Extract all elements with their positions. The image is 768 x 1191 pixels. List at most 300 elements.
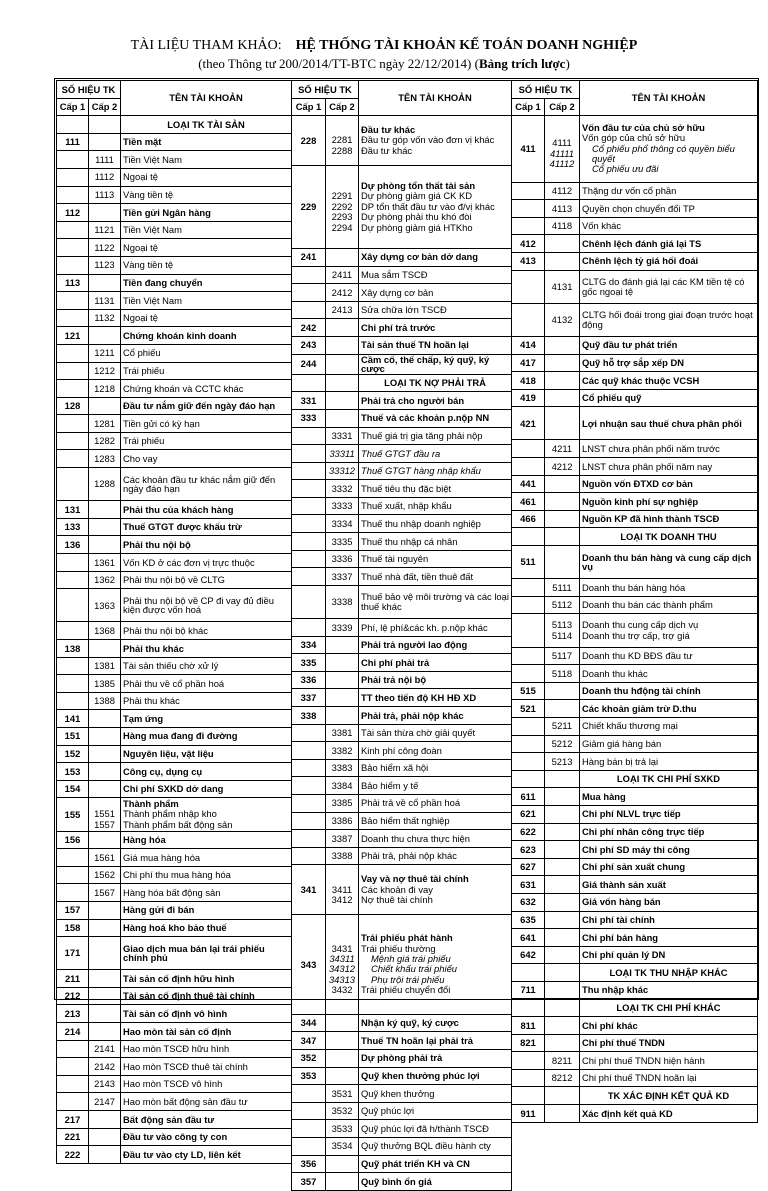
account-name: Phải trả người lao động (359, 636, 512, 654)
account-code-level-2: 3387 (326, 830, 359, 848)
account-code-level-1 (57, 866, 89, 884)
account-code-level-1 (512, 579, 545, 597)
account-code-level-2: 1218 (89, 380, 121, 398)
account-row (57, 745, 292, 763)
account-code-level-2: 5117 (545, 647, 580, 665)
account-code-level-2: 3333 (326, 497, 359, 515)
account-name: Trái phiếu (121, 362, 292, 380)
account-row (57, 831, 292, 849)
account-code-level-2: 1288 (89, 468, 121, 501)
account-row (57, 450, 292, 468)
account-name: Cổ phiếu quỹ (580, 389, 758, 407)
account-code-level-2: 3388 (326, 847, 359, 865)
account-name: Đầu tư vào cty LD, liên kết (121, 1146, 292, 1164)
account-name: Thuế TN hoãn lại phải trả (359, 1032, 512, 1050)
account-row (57, 468, 292, 501)
account-code-level-2 (545, 1017, 580, 1035)
account-row (512, 303, 758, 336)
account-name: Phải trả nội bộ (359, 671, 512, 689)
account-name: Nguồn KP đã hình thành TSCĐ (580, 510, 758, 528)
account-row (292, 671, 512, 689)
header-ten-tai-khoan: TÊN TÀI KHOẢN (359, 81, 512, 116)
account-name: Vay và nợ thuê tài chính Các khoản đi vay Nợ thuê tài chính (359, 865, 512, 915)
account-code-level-2 (326, 319, 359, 337)
account-row (512, 389, 758, 407)
account-code-level-1 (512, 1052, 545, 1070)
account-name: Cổ phiếu (121, 344, 292, 362)
account-name: Chứng khoán kinh doanh (121, 327, 292, 345)
account-row (292, 654, 512, 672)
account-code-level-1 (512, 182, 545, 200)
account-row (292, 266, 512, 284)
account-code-level-1: 138 (57, 640, 89, 658)
account-row (57, 589, 292, 622)
account-column-3 (511, 80, 758, 1123)
account-code-level-1: 156 (57, 831, 89, 849)
account-code-level-1 (512, 735, 545, 753)
account-name: CLTG do đánh giá lại các KM tiền tệ có gốc ngoại tệ (580, 270, 758, 303)
header-ten-tai-khoan: TÊN TÀI KHOẢN (580, 81, 758, 116)
account-code-level-2 (89, 919, 121, 937)
account-name: Xây dựng cơ bản dở dang (359, 248, 512, 266)
account-name: Cho vay (121, 450, 292, 468)
account-row (292, 636, 512, 654)
account-row (512, 1105, 758, 1123)
account-code-level-1: 242 (292, 319, 326, 337)
account-code-level-1: 347 (292, 1032, 326, 1050)
account-code-level-1: 357 (292, 1173, 326, 1191)
section-title: LOẠI TK THU NHẬP KHÁC (580, 964, 758, 982)
account-row (512, 717, 758, 735)
account-code-level-1: 417 (512, 354, 545, 372)
col2-table (291, 80, 512, 1191)
header-cap-1: Cấp 1 (292, 98, 326, 116)
account-row (292, 1173, 512, 1191)
account-code-level-2 (545, 911, 580, 929)
account-code-level-1 (292, 427, 326, 445)
account-row (292, 724, 512, 742)
account-code-level-1: 112 (57, 204, 89, 222)
account-row (57, 554, 292, 572)
account-name: Chi phí nhân công trực tiếp (580, 823, 758, 841)
account-code-level-2 (89, 536, 121, 554)
section-header-row (512, 528, 758, 546)
account-code-level-2: 5112 (545, 596, 580, 614)
account-code-level-2 (545, 354, 580, 372)
account-row (292, 777, 512, 795)
account-name: Các khoản đầu tư khác nắm giữ đến ngày đáo hạn (121, 468, 292, 501)
account-row (292, 409, 512, 427)
account-name: Phí, lệ phí&các kh. p.nộp khác (359, 619, 512, 637)
account-code-level-1: 711 (512, 981, 545, 999)
account-code-level-1 (292, 812, 326, 830)
account-row (292, 445, 512, 463)
account-row (292, 392, 512, 410)
account-code-level-1 (512, 596, 545, 614)
account-name: Phải trả về cổ phần hoá (359, 794, 512, 812)
account-name: Tạm ứng (121, 710, 292, 728)
account-code-level-2: 1282 (89, 432, 121, 450)
account-code-level-1: 243 (292, 336, 326, 354)
account-code-level-2 (326, 392, 359, 410)
account-code-level-2: 2281 2288 (326, 116, 359, 166)
section-header-row (512, 999, 758, 1017)
account-code-level-1: 228 (292, 116, 326, 166)
account-name: Tiền Việt Nam (121, 221, 292, 239)
account-row (57, 380, 292, 398)
account-name: Doanh thu bán các thành phẩm (580, 596, 758, 614)
account-code-level-1: 622 (512, 823, 545, 841)
header-so-hieu: SỐ HIỆU TK (57, 81, 121, 99)
account-code-level-2: 1121 (89, 221, 121, 239)
account-code-level-1: 229 (292, 165, 326, 248)
account-code-level-2: 1551 1557 (89, 798, 121, 831)
account-row (292, 301, 512, 319)
header-ten-tai-khoan: TÊN TÀI KHOẢN (121, 81, 292, 116)
account-code-level-1 (512, 303, 545, 336)
account-row (512, 510, 758, 528)
account-code-level-2 (89, 780, 121, 798)
account-name: Chi phí khác (580, 1017, 758, 1035)
account-row (57, 186, 292, 204)
account-row (57, 239, 292, 257)
account-code-level-2: 5212 (545, 735, 580, 753)
account-code-level-2 (545, 805, 580, 823)
account-code-level-2: 4212 (545, 458, 580, 476)
account-row (292, 354, 512, 374)
account-code-level-1 (57, 186, 89, 204)
account-name: Chi phí tài chính (580, 911, 758, 929)
account-code-level-1: 515 (512, 682, 545, 700)
account-name: Tài sản cố định thuê tài chính (121, 987, 292, 1005)
account-code-level-1: 334 (292, 636, 326, 654)
account-code-level-1 (57, 571, 89, 589)
account-row (292, 830, 512, 848)
account-code-level-2 (89, 727, 121, 745)
account-name: Doanh thu cung cấp dịch vụ Doanh thu trợ cấp, trợ giá (580, 614, 758, 647)
account-code-level-1 (292, 1085, 326, 1103)
account-name: Công cụ, dụng cụ (121, 763, 292, 781)
account-code-level-2 (89, 204, 121, 222)
account-name: Tài sản cố định vô hình (121, 1005, 292, 1023)
account-code-level-2: 8212 (545, 1069, 580, 1087)
account-code-level-2: 1113 (89, 186, 121, 204)
account-code-level-1: 511 (512, 546, 545, 579)
account-name: Chi phí NLVL trực tiếp (580, 805, 758, 823)
account-code-level-1: 131 (57, 501, 89, 519)
account-row (292, 1120, 512, 1138)
account-row (512, 753, 758, 771)
account-code-level-2 (326, 1067, 359, 1085)
account-code-level-1: 466 (512, 510, 545, 528)
account-code-level-2 (545, 235, 580, 253)
account-row (512, 841, 758, 859)
account-row (57, 884, 292, 902)
account-code-level-1: 521 (512, 700, 545, 718)
account-row (512, 579, 758, 597)
account-code-level-1 (292, 462, 326, 480)
account-code-level-1 (57, 415, 89, 433)
account-column-2 (291, 80, 512, 1191)
account-name: Đầu tư nắm giữ đến ngày đáo hạn (121, 397, 292, 415)
account-row (57, 657, 292, 675)
account-row (512, 911, 758, 929)
account-code-level-2: 1111 (89, 151, 121, 169)
account-code-level-1 (292, 1137, 326, 1155)
account-row (512, 823, 758, 841)
account-code-level-2: 2142 (89, 1058, 121, 1076)
account-row (292, 1155, 512, 1173)
section-title: LOẠI TK CHI PHÍ SXKD (580, 770, 758, 788)
account-code-level-1: 158 (57, 919, 89, 937)
account-code-level-1 (292, 497, 326, 515)
account-row (57, 397, 292, 415)
account-name: Phải trả, phải nộp khác (359, 847, 512, 865)
account-code-level-1 (512, 217, 545, 235)
account-code-level-2 (545, 981, 580, 999)
account-code-level-2 (545, 823, 580, 841)
account-code-level-1: 611 (512, 788, 545, 806)
account-code-level-2: 3337 (326, 568, 359, 586)
account-name: Quỹ phúc lợi (359, 1102, 512, 1120)
account-code-level-2: 2141 (89, 1040, 121, 1058)
account-name: Quỹ đầu tư phát triển (580, 336, 758, 354)
account-code-level-1 (292, 794, 326, 812)
account-code-level-2 (89, 518, 121, 536)
account-code-level-1: 642 (512, 946, 545, 964)
account-name: Quyền chọn chuyển đổi TP (580, 200, 758, 218)
account-name: Hao mòn TSCĐ hữu hình (121, 1040, 292, 1058)
account-name: Chi phí thu mua hàng hóa (121, 866, 292, 884)
account-row (512, 788, 758, 806)
account-name: Phải trả cho người bán (359, 392, 512, 410)
header-so-hieu: SỐ HIỆU TK (292, 81, 359, 99)
account-code-level-1: 213 (57, 1005, 89, 1023)
account-code-level-1 (292, 759, 326, 777)
account-name: Dự phòng phải trả (359, 1049, 512, 1067)
account-name: CLTG hối đoái trong giai đoạn trước hoạt động (580, 303, 758, 336)
account-row (512, 407, 758, 440)
account-code-level-1: 128 (57, 397, 89, 415)
account-code-level-2: 5113 5114 (545, 614, 580, 647)
account-row (512, 596, 758, 614)
account-code-level-1: 244 (292, 354, 326, 374)
col1-table (56, 80, 292, 1164)
account-name: Chi phí thuế TNDN hoãn lại (580, 1069, 758, 1087)
account-code-level-2 (326, 707, 359, 725)
account-name: Vàng tiền tệ (121, 256, 292, 274)
account-code-level-1: 151 (57, 727, 89, 745)
account-code-level-1: 418 (512, 372, 545, 390)
account-name: Chi phí trả trước (359, 319, 512, 337)
account-code-level-1: 337 (292, 689, 326, 707)
account-code-level-1: 341 (292, 865, 326, 915)
account-code-level-2: 3411 3412 (326, 865, 359, 915)
account-name: LNST chưa phân phối năm nay (580, 458, 758, 476)
account-name: Phải thu nội bộ (121, 536, 292, 554)
account-code-level-1 (292, 515, 326, 533)
account-row (57, 692, 292, 710)
account-row (292, 585, 512, 618)
account-code-level-2: 1363 (89, 589, 121, 622)
account-name: Bảo hiểm xã hội (359, 759, 512, 777)
account-row (57, 1128, 292, 1146)
account-code-level-2: 3339 (326, 619, 359, 637)
account-name: Thuế tài nguyên (359, 550, 512, 568)
account-row (512, 235, 758, 253)
account-code-level-2: 3384 (326, 777, 359, 795)
account-name: Giá thành sản xuất (580, 876, 758, 894)
account-name: Hàng mua đang đi đường (121, 727, 292, 745)
reference-label: TÀI LIỆU THAM KHẢO: (130, 38, 282, 53)
account-code-level-1: 412 (512, 235, 545, 253)
account-name: Tiền gửi có kỳ hạn (121, 415, 292, 433)
account-code-level-2 (326, 654, 359, 672)
account-row (292, 533, 512, 551)
account-row (292, 1049, 512, 1067)
account-code-level-1 (57, 380, 89, 398)
section-title: LOẠI TK TÀI SẢN (121, 116, 292, 134)
account-code-level-2 (89, 1023, 121, 1041)
account-row (57, 798, 292, 831)
account-name: Thuế thu nhập doanh nghiệp (359, 515, 512, 533)
account-row (57, 901, 292, 919)
account-name: Giao dịch mua bán lại trái phiếu chính phủ (121, 937, 292, 970)
account-code-level-2 (89, 710, 121, 728)
account-row (292, 865, 512, 915)
section-header-row (512, 1087, 758, 1105)
account-row (57, 256, 292, 274)
account-code-level-1: 333 (292, 409, 326, 427)
account-code-level-2 (89, 763, 121, 781)
account-code-level-1 (57, 256, 89, 274)
account-name: Sửa chữa lớn TSCĐ (359, 301, 512, 319)
account-code-level-1 (57, 292, 89, 310)
account-row (57, 1040, 292, 1058)
account-name: Tài sản thừa chờ giải quyết (359, 724, 512, 742)
account-row (57, 309, 292, 327)
account-code-level-1: 352 (292, 1049, 326, 1067)
account-name: Nhận ký quỹ, ký cược (359, 1014, 512, 1032)
account-code-level-1 (512, 200, 545, 218)
account-code-level-1 (292, 445, 326, 463)
account-code-level-1: 155 (57, 798, 89, 831)
account-row (292, 550, 512, 568)
account-row (512, 116, 758, 182)
account-name: Trái phiếu (121, 432, 292, 450)
account-name: Phải thu nội bộ về CP đi vay đủ điều kiện được vốn hoá (121, 589, 292, 622)
account-row (292, 1137, 512, 1155)
account-name: Xác định kết quả KD (580, 1105, 758, 1123)
account-code-level-1 (57, 554, 89, 572)
account-column-1 (56, 80, 292, 1164)
account-name: Thuế GTGT đầu ra (359, 445, 512, 463)
account-row (57, 1146, 292, 1164)
account-name: Quỹ khen thưởng (359, 1085, 512, 1103)
account-name: Thuế tiêu thụ đặc biệt (359, 480, 512, 498)
account-name: Doanh thu bán hàng hóa (580, 579, 758, 597)
account-row (512, 1017, 758, 1035)
account-name: Bảo hiểm y tế (359, 777, 512, 795)
account-row (512, 546, 758, 579)
account-code-level-2 (545, 929, 580, 947)
account-name: Quỹ hỗ trợ sắp xếp DN (580, 354, 758, 372)
account-name: Vốn khác (580, 217, 758, 235)
account-code-level-2: 3385 (326, 794, 359, 812)
account-row (292, 847, 512, 865)
account-code-level-1: 331 (292, 392, 326, 410)
account-code-level-2 (89, 970, 121, 988)
account-code-level-1: 621 (512, 805, 545, 823)
account-name: Thuế GTGT hàng nhập khẩu (359, 462, 512, 480)
account-code-level-2: 1567 (89, 884, 121, 902)
account-code-level-2 (89, 831, 121, 849)
account-code-level-1 (57, 849, 89, 867)
col3-table (511, 80, 758, 1123)
account-code-level-2 (545, 475, 580, 493)
account-name: Quỹ khen thưởng phúc lợi (359, 1067, 512, 1085)
account-name: Thặng dư vốn cổ phần (580, 182, 758, 200)
account-code-level-1: 136 (57, 536, 89, 554)
account-code-level-1 (512, 647, 545, 665)
account-name: Phải thu của khách hàng (121, 501, 292, 519)
account-code-level-1 (292, 568, 326, 586)
account-name: Quỹ thưởng BQL điều hành cty (359, 1137, 512, 1155)
account-code-level-1: 211 (57, 970, 89, 988)
account-name: Doanh thu bán hàng và cung cấp dịch vụ (580, 546, 758, 579)
account-row (292, 165, 512, 248)
account-name: Phải thu nội bộ về CLTG (121, 571, 292, 589)
account-row (292, 480, 512, 498)
account-code-level-1: 336 (292, 671, 326, 689)
account-code-level-1: 121 (57, 327, 89, 345)
account-row (512, 372, 758, 390)
account-row (57, 640, 292, 658)
account-row (57, 970, 292, 988)
account-code-level-2: 1385 (89, 675, 121, 693)
account-row (512, 440, 758, 458)
section-title: LOẠI TK DOANH THU (580, 528, 758, 546)
account-code-level-2: 4111 41111 41112 (545, 116, 580, 182)
account-name: Chiết khấu thương mại (580, 717, 758, 735)
account-row (512, 493, 758, 511)
account-row (57, 727, 292, 745)
account-name: Xây dựng cơ bản (359, 284, 512, 302)
account-name: Tiền Việt Nam (121, 292, 292, 310)
account-row (57, 274, 292, 292)
account-code-level-1 (292, 284, 326, 302)
account-code-level-2 (545, 510, 580, 528)
account-code-level-1: 214 (57, 1023, 89, 1041)
account-row (512, 700, 758, 718)
account-code-level-2: 4211 (545, 440, 580, 458)
account-code-level-2: 1211 (89, 344, 121, 362)
account-name: Chi phí SD máy thi công (580, 841, 758, 859)
account-code-level-1 (292, 619, 326, 637)
account-row (292, 1032, 512, 1050)
account-code-level-2 (545, 858, 580, 876)
document-subtitle: (theo Thông tư 200/2014/TT-BTC ngày 22/12/2014) (Bảng trích lược) (198, 56, 570, 71)
account-row (292, 462, 512, 480)
account-name: Thuế giá trị gia tăng phải nộp (359, 427, 512, 445)
account-code-level-2: 2143 (89, 1075, 121, 1093)
account-code-level-1 (57, 468, 89, 501)
account-name: Chi phí thuế TNDN hiện hành (580, 1052, 758, 1070)
account-code-level-1: 419 (512, 389, 545, 407)
account-name: Ngoại tệ (121, 239, 292, 257)
account-code-level-2 (326, 248, 359, 266)
account-code-level-1: 133 (57, 518, 89, 536)
